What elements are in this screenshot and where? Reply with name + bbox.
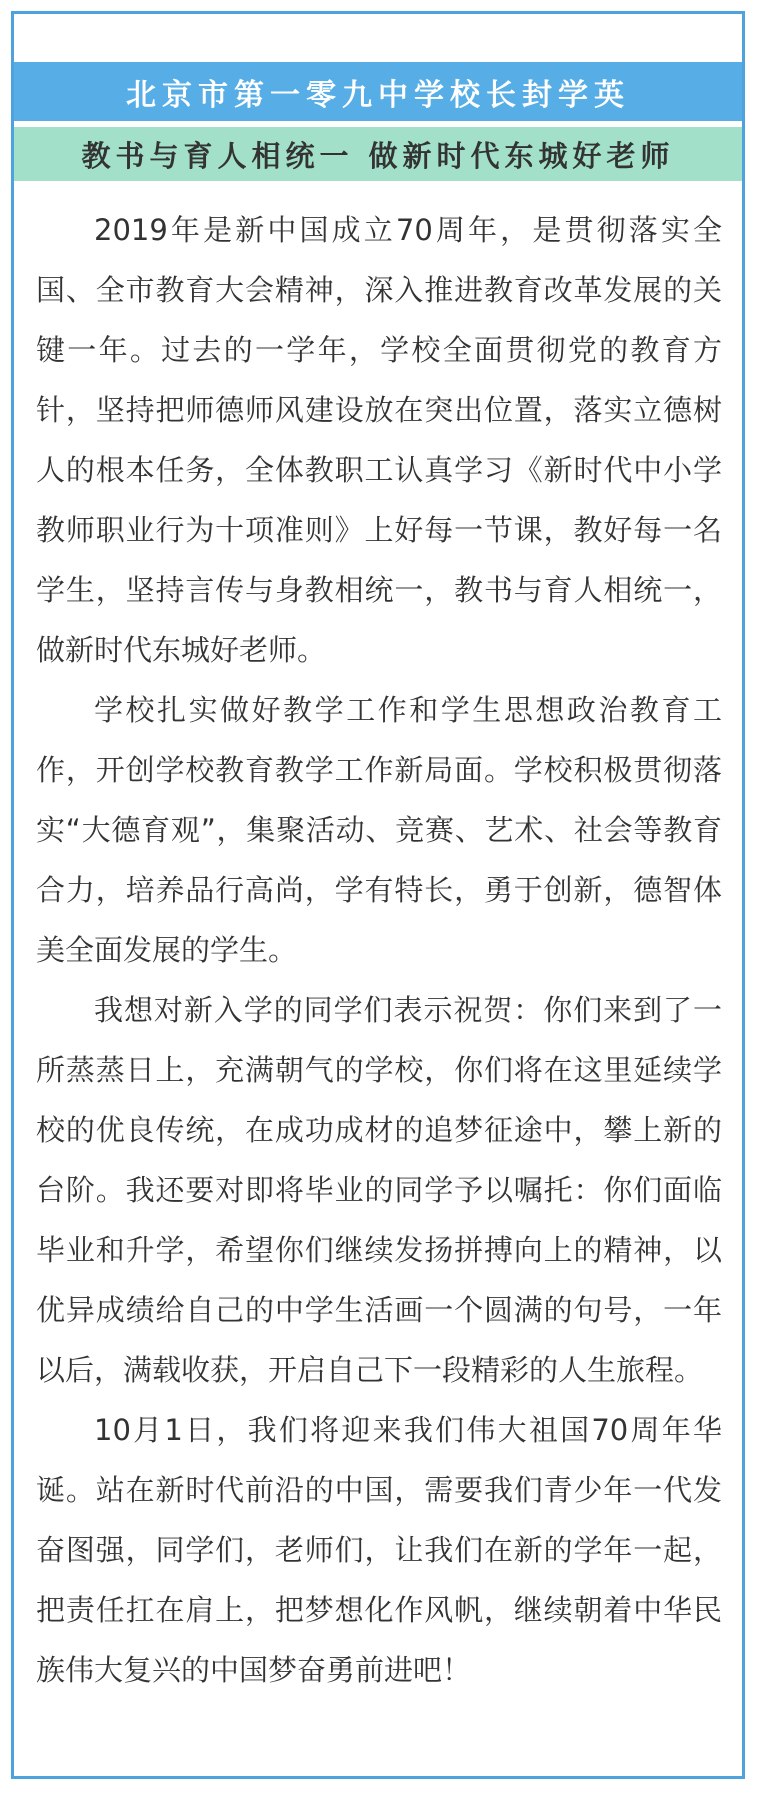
article-paragraph-3: 我想对新入学的同学们表示祝贺：你们来到了一所蒸蒸日上，充满朝气的学校，你们将在这里延续学校的优良传统，在成功成材的追梦征途中，攀上新的台阶。我还要对即将毕业的同学予以嘱托：你们面临毕业和升学，希望你们继续发扬拼搏向上的精神，以优异成绩给自己的中学生活画一个圆满的句号，一年以后，满载收获，开启自己下一段精彩的人生旅程。 <box>36 993 722 1387</box>
title-banner <box>14 62 742 121</box>
article-body <box>36 200 722 1700</box>
page-subtitle: 教书与育人相统一 做新时代东城好老师 <box>81 138 675 173</box>
article-paragraph-4: 10月1日，我们将迎来我们伟大祖国70周年华诞。站在新时代前沿的中国，需要我们青少年一代发奋图强，同学们，老师们，让我们在新的学年一起，把责任扛在肩上，把梦想化作风帆，继续朝着中华民族伟大复兴的中国梦奋勇前进吧！ <box>36 1413 722 1687</box>
article-frame <box>11 11 745 1779</box>
article-paragraph-2: 学校扎实做好教学工作和学生思想政治教育工作，开创学校教育教学工作新局面。学校积极贯彻落实“大德育观”，集聚活动、竞赛、艺术、社会等教育合力，培养品行高尚，学有特长，勇于创新，德智体美全面发展的学生。 <box>36 693 722 967</box>
page-title: 北京市第一零九中学校长封学英 <box>126 77 630 113</box>
article-paragraph-1: 2019年是新中国成立70周年，是贯彻落实全国、全市教育大会精神，深入推进教育改革发展的关键一年。过去的一学年，学校全面贯彻党的教育方针，坚持把师德师风建设放在突出位置，落实立德树人的根本任务，全体教职工认真学习《新时代中小学教师职业行为十项准则》上好每一节课，教好每一名学生，坚持言传与身教相统一，教书与育人相统一，做新时代东城好老师。 <box>36 213 722 667</box>
subtitle-banner <box>14 127 742 181</box>
